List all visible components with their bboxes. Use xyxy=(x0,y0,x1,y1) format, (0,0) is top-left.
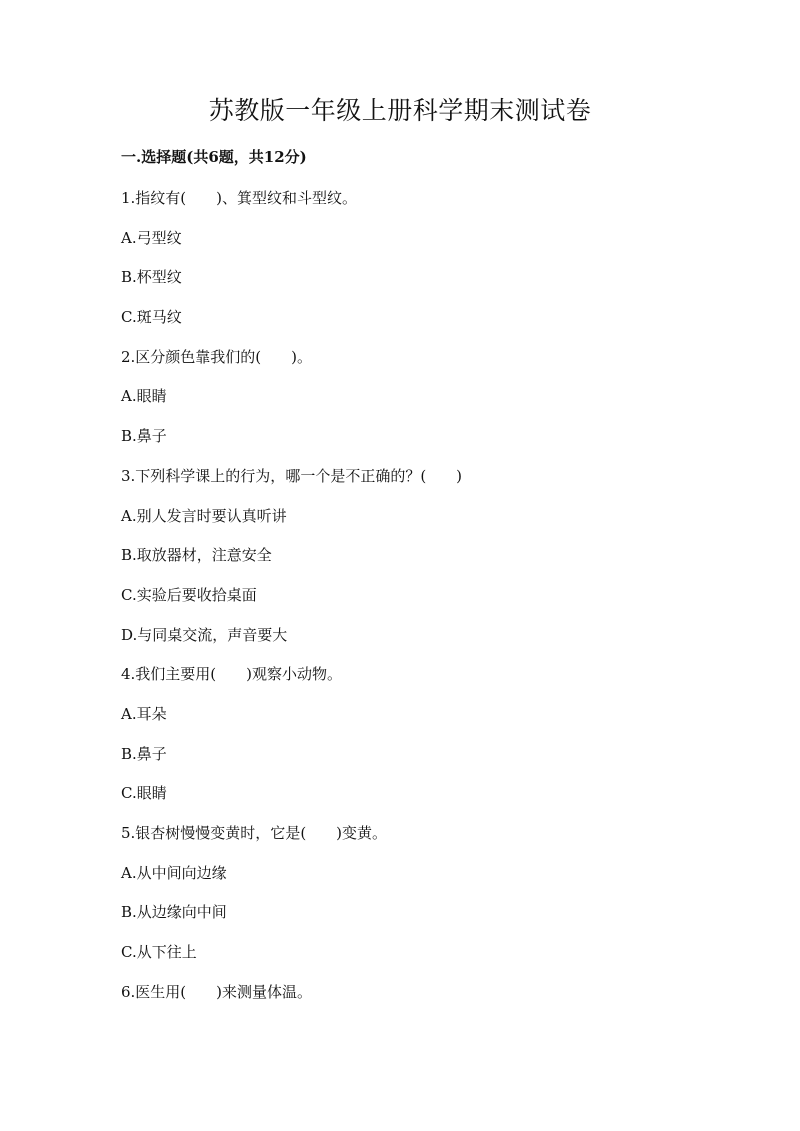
question-6: 6.医生用( )来测量体温。 xyxy=(121,982,313,1001)
question-4: 4.我们主要用( )观察小动物。 xyxy=(121,665,343,684)
option-4a: A.耳朵 xyxy=(121,704,167,723)
option-4c: C.眼睛 xyxy=(121,784,167,803)
option-3b: B.取放器材，注意安全 xyxy=(121,546,272,565)
question-5: 5.银杏树慢慢变黄时，它是( )变黄。 xyxy=(121,824,388,842)
option-1c: C.斑马纹 xyxy=(121,308,182,327)
question-3: 3.下列科学课上的行为，哪一个是不正确的？( ) xyxy=(121,466,463,485)
section-heading: 一.选择题(共6题，共12分) xyxy=(121,148,307,166)
option-1a: A.弓型纹 xyxy=(121,228,182,247)
option-2b: B.鼻子 xyxy=(121,427,167,446)
option-5c: C.从下往上 xyxy=(121,943,197,962)
question-list xyxy=(121,186,721,1019)
page-title: 苏教版一年级上册科学期末测试卷 xyxy=(208,96,592,125)
option-5a: A.从中间向边缘 xyxy=(121,863,227,882)
option-1b: B.杯型纹 xyxy=(121,268,182,287)
option-3c: C.实验后要收拾桌面 xyxy=(121,585,257,604)
question-1: 1.指纹有( )、箕型纹和斗型纹。 xyxy=(121,189,358,207)
option-4b: B.鼻子 xyxy=(121,744,167,763)
option-2a: A.眼睛 xyxy=(121,387,167,406)
option-3a: A.别人发言时要认真听讲 xyxy=(121,506,287,525)
option-5b: B.从边缘向中间 xyxy=(121,903,227,922)
option-3d: D.与同桌交流，声音要大 xyxy=(121,625,288,644)
question-2: 2.区分颜色靠我们的( )。 xyxy=(121,347,313,366)
